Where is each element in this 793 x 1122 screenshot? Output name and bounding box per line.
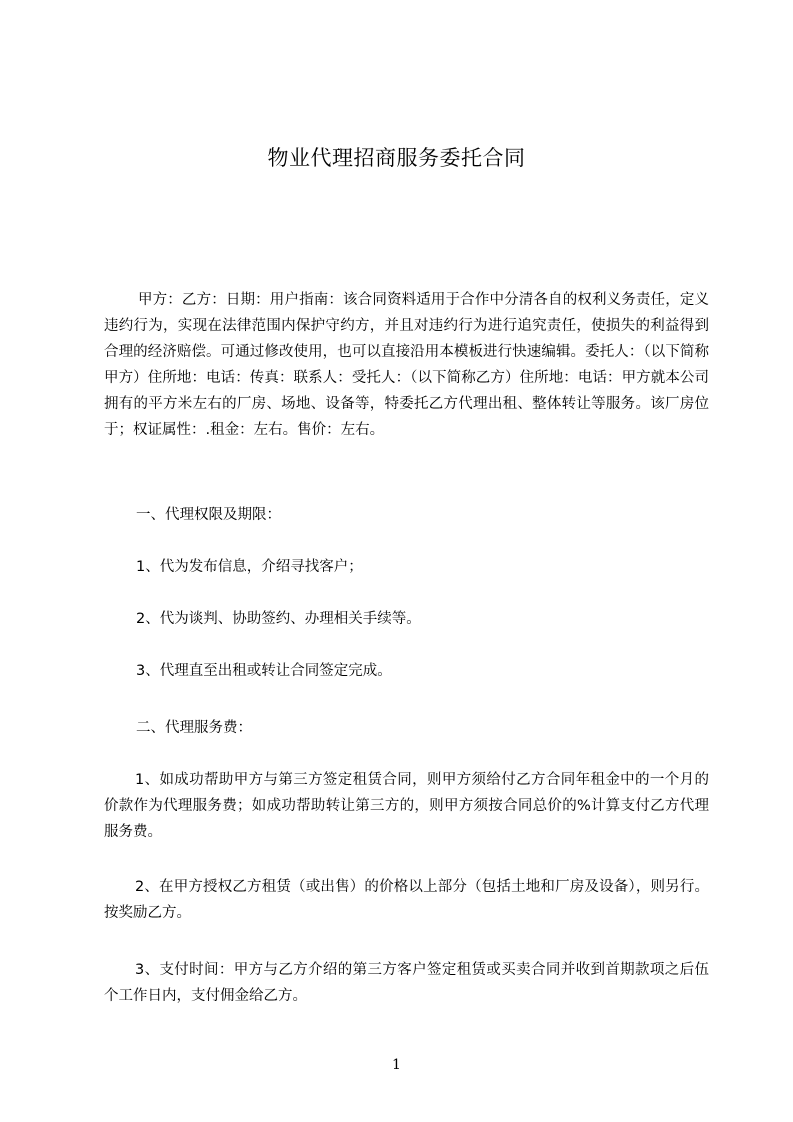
page-number: 1 [392,1057,401,1073]
section1-item-3: 3、代理直至出租或转让合同签定完成。 [136,663,392,679]
section2-item-2: 2、在甲方授权乙方租赁（或出售）的价格以上部分（包括土地和厂房及设备），则另行。按奖励乙方。 [104,879,709,921]
section1-item-2: 2、代为谈判、协助签约、办理相关手续等。 [136,611,421,627]
intro-paragraph: 甲方：乙方：日期：用户指南：该合同资料适用于合作中分清各自的权利义务责任，定义违约行为，实现在法律范围内保护守约方，并且对违约行为进行追究责任，使损失的利益得到合理的经济赔偿。可通过修改使用，也可以直接沿用本模板进行快速编辑。委托人：（以下简称甲方）住所地：电话：传真：联系人：受托人：（以下简称乙方）住所地：电话：甲方就本公司拥有的平方米左右的厂房、场地、设备等，特委托乙方代理出租、整体转让等服务。该厂房位于；权证属性：.租金：左右。售价：左右。 [104,292,709,438]
section1-item-1: 1、代为发布信息，介绍寻找客户； [136,559,363,575]
section2-item-3: 3、支付时间：甲方与乙方介绍的第三方客户签定租赁或买卖合同并收到首期款项之后伍个工作日内，支付佣金给乙方。 [104,962,709,1004]
section2-item-1: 1、如成功帮助甲方与第三方签定租赁合同，则甲方须给付乙方合同年租金中的一个月的价款作为代理服务费；如成功帮助转让第三方的，则甲方须按合同总价的%计算支付乙方代理服务费。 [104,772,709,840]
section1-heading: 一、代理权限及期限： [136,507,281,523]
document-title: 物业代理招商服务委托合同 [267,146,526,170]
section2-heading: 二、代理服务费： [136,720,252,736]
